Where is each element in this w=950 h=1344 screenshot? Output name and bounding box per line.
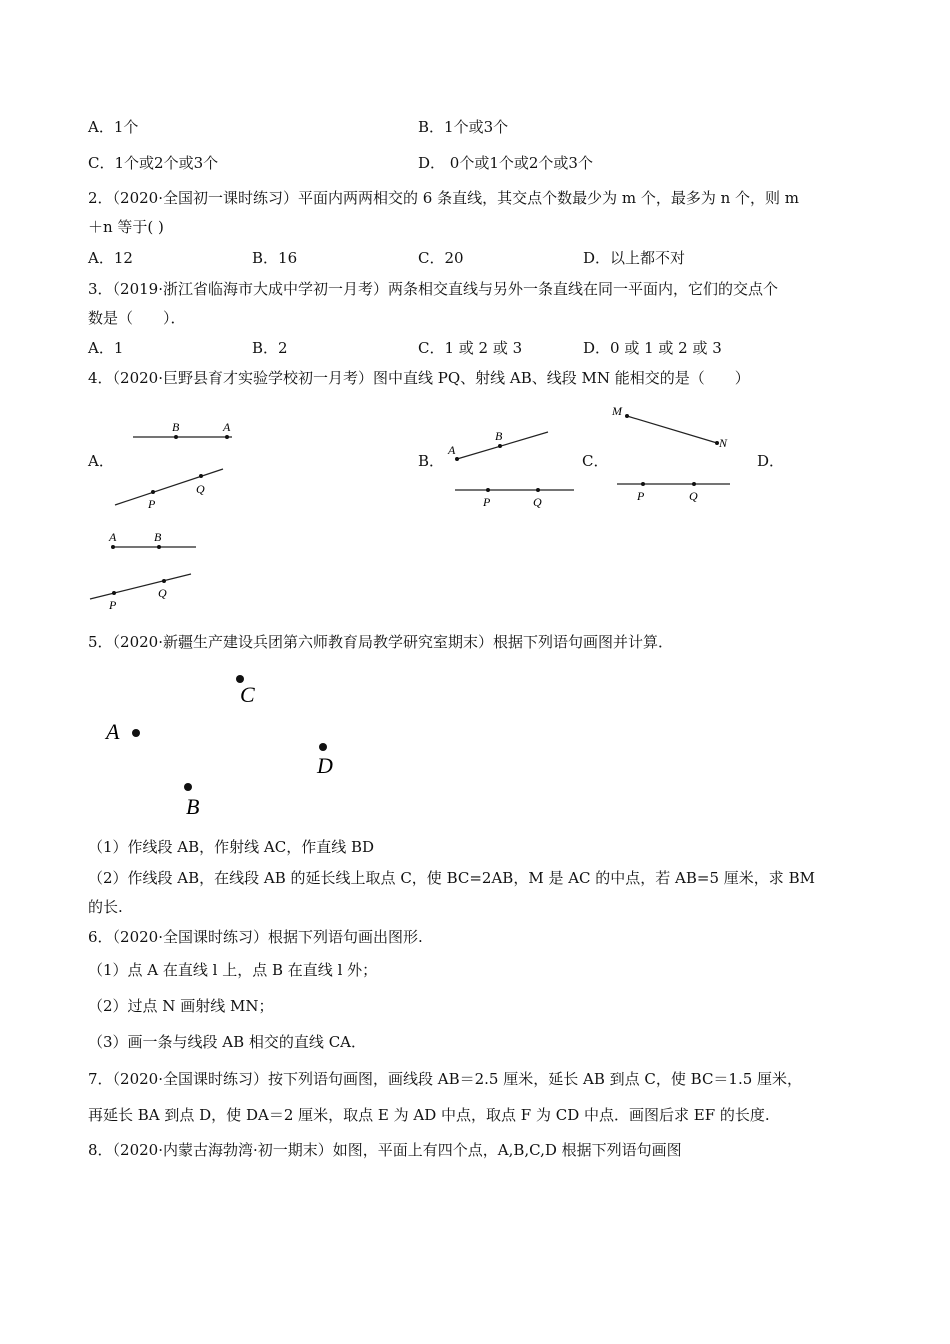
q4-option-a-label: A． (88, 452, 114, 470)
q4c-label-n: N (719, 436, 728, 450)
q6-stem: 6．（2020·全国课时练习）根据下列语句画出图形. (88, 928, 423, 946)
q4-option-b-label: B． (418, 452, 445, 470)
q5-sub2-line2: 的长. (88, 898, 123, 916)
q6-sub3: （3）画一条与线段 AB 相交的直线 CA． (88, 1033, 367, 1051)
q4b-label-b: B (495, 429, 503, 443)
q1-option-c: C．1个或2个或3个 (88, 154, 219, 172)
q2-option-d: D．以上都不对 (583, 249, 686, 267)
q6-sub2: （2）过点 N 画射线 MN； (88, 997, 274, 1015)
q4a-label-a: A (223, 420, 231, 434)
q4a-label-b: B (172, 420, 180, 434)
q3-option-c: C．1 或 2 或 3 (418, 339, 523, 357)
q3-option-d: D．0 或 1 或 2 或 3 (583, 339, 722, 357)
q4a-label-p: P (148, 497, 156, 511)
q6-sub1: （1）点 A 在直线 l 上，点 B 在直线 l 外； (88, 961, 378, 979)
q5-point-d (319, 743, 327, 751)
q4-option-d-label: D． (757, 452, 785, 470)
q4d-label-q: Q (158, 586, 167, 600)
q4c-label-m: M (612, 404, 622, 418)
q2-stem-line2: ＋n 等于( ) (88, 218, 164, 236)
q1-option-d: D． 0个或1个或2个或3个 (418, 154, 593, 172)
q5-point-a (132, 729, 140, 737)
q4d-label-b: B (154, 530, 162, 544)
q4-stem: 4．（2020·巨野县育才实验学校初一月考）图中直线 PQ、射线 AB、线段 MN 能相交的是（ ） (88, 369, 750, 387)
q4b-label-q: Q (533, 495, 542, 509)
q3-stem-line1: 3．（2019·浙江省临海市大成中学初一月考）两条相交直线与另外一条直线在同一平面内，它们的交点个 (88, 280, 778, 298)
q5-sub1: （1）作线段 AB，作射线 AC，作直线 BD (88, 838, 375, 856)
q3-option-b: B．2 (252, 339, 288, 357)
q2-stem-line1: 2．（2020·全国初一课时练习）平面内两两相交的 6 条直线，其交点个数最少为 m 个，最多为 n 个，则 m (88, 189, 800, 207)
q5-sub2-line1: （2）作线段 AB，在线段 AB 的延长线上取点 C，使 BC=2AB，M 是 AC 的中点，若 AB=5 厘米，求 BM (88, 869, 815, 887)
q4c-label-p: P (637, 489, 645, 503)
q4c-label-q: Q (689, 489, 698, 503)
q5-point-b (184, 783, 192, 791)
q2-option-c: C．20 (418, 249, 464, 267)
q2-option-a: A．12 (88, 249, 133, 267)
q7-stem-line2: 再延长 BA 到点 D，使 DA＝2 厘米，取点 E 为 AD 中点，取点 F 为 CD 中点．画图后求 EF 的长度. (88, 1106, 770, 1124)
q4d-label-a: A (109, 530, 117, 544)
q5-label-a: A (106, 719, 120, 744)
q1-option-a: A．1个 (88, 118, 139, 136)
q4-option-c-label: C． (582, 452, 609, 470)
q4d-label-p: P (109, 598, 117, 612)
q4b-label-a: A (448, 443, 456, 457)
q5-label-d: D (317, 753, 333, 778)
q8-stem: 8．（2020·内蒙古海勃湾·初一期末）如图，平面上有四个点，A,B,C,D 根据下列语句画图 (88, 1141, 682, 1159)
q5-label-b: B (186, 794, 200, 819)
q4b-label-p: P (483, 495, 491, 509)
q5-label-c: C (240, 682, 255, 707)
q3-option-a: A．1 (88, 339, 124, 357)
q2-option-b: B．16 (252, 249, 298, 267)
q7-stem-line1: 7．（2020·全国课时练习）按下列语句画图，画线段 AB＝2.5 厘米，延长 AB 到点 C，使 BC＝1.5 厘米， (88, 1070, 803, 1088)
q4a-label-q: Q (196, 482, 205, 496)
q1-option-b: B．1个或3个 (418, 118, 509, 136)
q5-stem: 5．（2020·新疆生产建设兵团第六师教育局教学研究室期末）根据下列语句画图并计算． (88, 633, 673, 651)
q3-stem-line2: 数是（ ）． (88, 309, 186, 327)
